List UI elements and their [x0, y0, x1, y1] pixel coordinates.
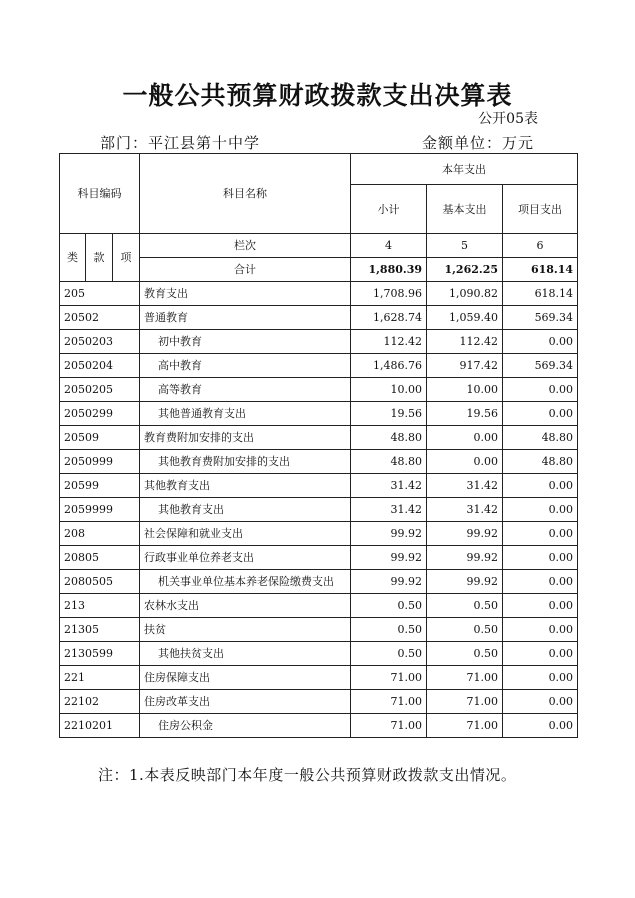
subject-code-cell: 2050205	[60, 378, 140, 402]
subject-code-cell: 2210201	[60, 714, 140, 738]
basic-cell: 0.50	[427, 618, 503, 642]
project-cell: 569.34	[503, 306, 578, 330]
header-project: 项目支出	[503, 185, 578, 234]
subject-code-cell: 20805	[60, 546, 140, 570]
subtotal-cell: 10.00	[351, 378, 427, 402]
header-basic: 基本支出	[427, 185, 503, 234]
department-label: 部门：平江县第十中学	[100, 134, 261, 152]
subject-code-cell: 205	[60, 282, 140, 306]
table-row	[60, 714, 578, 738]
header-cat: 类	[60, 234, 86, 282]
project-cell: 0.00	[503, 618, 578, 642]
table-row	[60, 642, 578, 666]
subject-code-cell: 2050203	[60, 330, 140, 354]
subject-name-cell: 教育费附加安排的支出	[140, 426, 351, 450]
subject-code-cell: 2050204	[60, 354, 140, 378]
basic-cell: 10.00	[427, 378, 503, 402]
table-row	[60, 618, 578, 642]
subtotal-cell: 0.50	[351, 594, 427, 618]
project-cell: 0.00	[503, 522, 578, 546]
table-row	[60, 450, 578, 474]
subtotal-cell: 112.42	[351, 330, 427, 354]
basic-cell: 31.42	[427, 474, 503, 498]
subject-name-cell: 农林水支出	[140, 594, 351, 618]
subject-name-cell: 住房公积金	[140, 714, 351, 738]
basic-cell: 0.50	[427, 642, 503, 666]
basic-cell: 99.92	[427, 522, 503, 546]
table-row	[60, 426, 578, 450]
subject-code-cell: 20509	[60, 426, 140, 450]
subject-code-cell: 2130599	[60, 642, 140, 666]
column-index-4: 4	[351, 234, 427, 258]
header-current-year: 本年支出	[351, 154, 578, 185]
project-cell: 0.00	[503, 642, 578, 666]
subject-name-cell: 社会保障和就业支出	[140, 522, 351, 546]
subject-name-cell: 其他教育支出	[140, 474, 351, 498]
basic-cell: 917.42	[427, 354, 503, 378]
subject-name-cell: 行政事业单位养老支出	[140, 546, 351, 570]
subtotal-cell: 71.00	[351, 690, 427, 714]
header-subtotal: 小计	[351, 185, 427, 234]
project-cell: 0.00	[503, 330, 578, 354]
subtotal-cell: 1,708.96	[351, 282, 427, 306]
subject-code-cell: 20502	[60, 306, 140, 330]
project-cell: 0.00	[503, 714, 578, 738]
project-cell: 0.00	[503, 594, 578, 618]
subtotal-cell: 19.56	[351, 402, 427, 426]
basic-cell: 0.00	[427, 450, 503, 474]
project-cell: 0.00	[503, 666, 578, 690]
subtotal-cell: 48.80	[351, 450, 427, 474]
project-cell: 48.80	[503, 426, 578, 450]
project-cell: 569.34	[503, 354, 578, 378]
subtotal-cell: 71.00	[351, 714, 427, 738]
subject-name-cell: 住房改革支出	[140, 690, 351, 714]
subject-code-cell: 2080505	[60, 570, 140, 594]
column-index-5: 5	[427, 234, 503, 258]
table-row	[60, 546, 578, 570]
basic-cell: 112.42	[427, 330, 503, 354]
subject-name-cell: 教育支出	[140, 282, 351, 306]
project-cell: 0.00	[503, 546, 578, 570]
table-row	[60, 282, 578, 306]
table-row	[60, 690, 578, 714]
total-basic: 1,262.25	[427, 258, 503, 282]
table-row	[60, 666, 578, 690]
total-label: 合计	[140, 258, 351, 282]
table-row	[60, 474, 578, 498]
subtotal-cell: 31.42	[351, 474, 427, 498]
subtotal-cell: 99.92	[351, 570, 427, 594]
subject-code-cell: 21305	[60, 618, 140, 642]
column-index-label: 栏次	[140, 234, 351, 258]
subject-code-cell: 2050299	[60, 402, 140, 426]
page-title: 一般公共预算财政拨款支出决算表	[122, 81, 513, 110]
subject-code-cell: 2059999	[60, 498, 140, 522]
subject-name-cell: 机关事业单位基本养老保险缴费支出	[140, 570, 351, 594]
expenditure-table	[59, 153, 578, 738]
basic-cell: 71.00	[427, 714, 503, 738]
basic-cell: 1,090.82	[427, 282, 503, 306]
subject-name-cell: 其他普通教育支出	[140, 402, 351, 426]
subject-name-cell: 住房保障支出	[140, 666, 351, 690]
subject-name-cell: 高中教育	[140, 354, 351, 378]
basic-cell: 0.00	[427, 426, 503, 450]
header-xiang: 项	[113, 234, 140, 282]
project-cell: 0.00	[503, 498, 578, 522]
basic-cell: 99.92	[427, 546, 503, 570]
total-subtotal: 1,880.39	[351, 258, 427, 282]
table-row	[60, 498, 578, 522]
subtotal-cell: 99.92	[351, 546, 427, 570]
project-cell: 0.00	[503, 570, 578, 594]
subject-name-cell: 扶贫	[140, 618, 351, 642]
subtotal-cell: 0.50	[351, 642, 427, 666]
project-cell: 0.00	[503, 474, 578, 498]
table-row	[60, 570, 578, 594]
table-row	[60, 522, 578, 546]
subtotal-cell: 1,486.76	[351, 354, 427, 378]
footnote: 注：1.本表反映部门本年度一般公共预算财政拨款支出情况。	[98, 766, 517, 784]
subject-code-cell: 208	[60, 522, 140, 546]
header-subject-name: 科目名称	[140, 154, 351, 234]
table-row	[60, 330, 578, 354]
table-row	[60, 306, 578, 330]
subtotal-cell: 31.42	[351, 498, 427, 522]
subject-code-cell: 213	[60, 594, 140, 618]
subject-name-cell: 其他扶贫支出	[140, 642, 351, 666]
table-row	[60, 354, 578, 378]
subject-name-cell: 普通教育	[140, 306, 351, 330]
project-cell: 0.00	[503, 402, 578, 426]
subject-code-cell: 22102	[60, 690, 140, 714]
subject-name-cell: 高等教育	[140, 378, 351, 402]
subtotal-cell: 0.50	[351, 618, 427, 642]
column-index-row	[60, 234, 578, 258]
basic-cell: 71.00	[427, 690, 503, 714]
project-cell: 618.14	[503, 282, 578, 306]
total-project: 618.14	[503, 258, 578, 282]
table-row	[60, 594, 578, 618]
basic-cell: 0.50	[427, 594, 503, 618]
project-cell: 0.00	[503, 378, 578, 402]
subject-code-cell: 2050999	[60, 450, 140, 474]
subtotal-cell: 1,628.74	[351, 306, 427, 330]
subject-code-cell: 221	[60, 666, 140, 690]
subtotal-cell: 99.92	[351, 522, 427, 546]
basic-cell: 19.56	[427, 402, 503, 426]
amount-unit-label: 金额单位：万元	[422, 134, 535, 152]
form-code: 公开05表	[478, 111, 538, 127]
subject-name-cell: 其他教育费附加安排的支出	[140, 450, 351, 474]
project-cell: 48.80	[503, 450, 578, 474]
basic-cell: 99.92	[427, 570, 503, 594]
subtotal-cell: 71.00	[351, 666, 427, 690]
subject-code-cell: 20599	[60, 474, 140, 498]
header-subject-code: 科目编码	[60, 154, 140, 234]
basic-cell: 1,059.40	[427, 306, 503, 330]
table-row	[60, 378, 578, 402]
subject-name-cell: 初中教育	[140, 330, 351, 354]
header-kuan: 款	[86, 234, 113, 282]
table-row	[60, 402, 578, 426]
header-row-1	[60, 154, 578, 185]
column-index-6: 6	[503, 234, 578, 258]
basic-cell: 71.00	[427, 666, 503, 690]
subject-name-cell: 其他教育支出	[140, 498, 351, 522]
basic-cell: 31.42	[427, 498, 503, 522]
subtotal-cell: 48.80	[351, 426, 427, 450]
project-cell: 0.00	[503, 690, 578, 714]
